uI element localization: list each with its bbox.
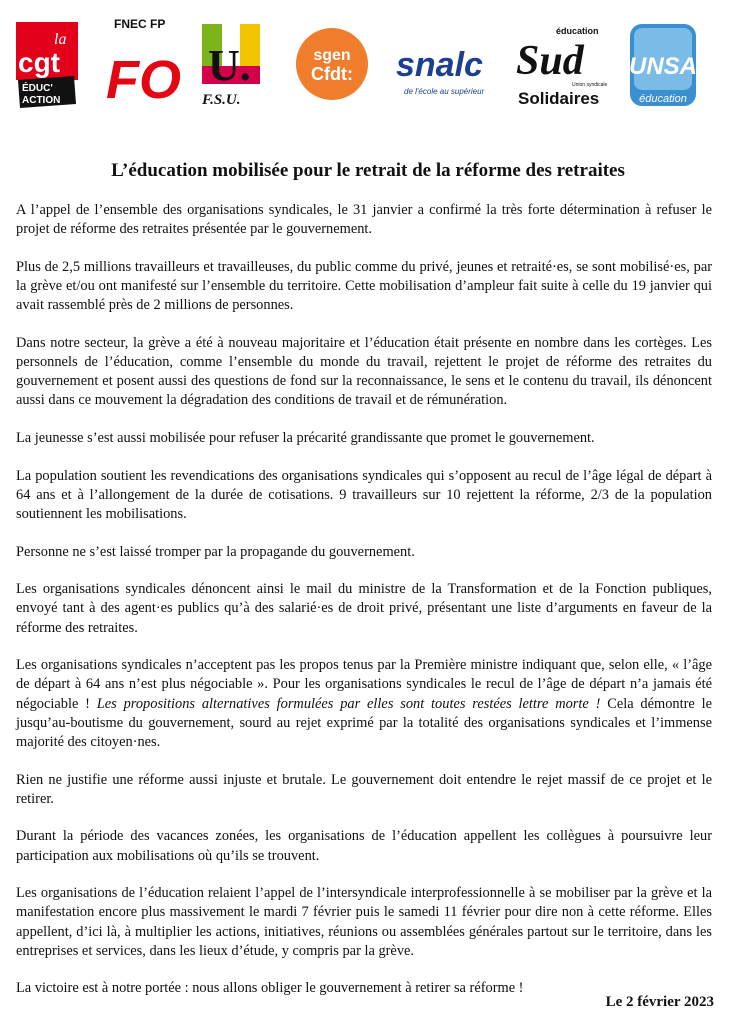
paragraph: Personne ne s’est laissé tromper par la propagande du gouvernement. xyxy=(16,543,415,560)
fo-logo xyxy=(104,14,181,110)
paragraph: Les organisations syndicales dénoncent ainsi le mail du ministre de la Transformation et de la Fonction publiques, envoyé tant à des agent·es publics qu’à des salarié·es de droit privé, présentant une liste d’arguments en faveur de la réforme des retraites. xyxy=(16,581,712,636)
document-title: L’éducation mobilisée pour le retrait de la réforme des retraites xyxy=(111,160,625,181)
svg-text:la: la xyxy=(54,31,67,48)
sud-solidaires-logo xyxy=(514,14,608,110)
paragraph: Durant la période des vacances zonées, les organisations de l’éducation appellent les collègues à poursuivre leur participation aux mobilisations où qu’ils se trouvent. xyxy=(16,828,712,864)
svg-text:Sud: Sud xyxy=(516,38,584,84)
svg-text:ACTION: ACTION xyxy=(22,95,61,106)
logo-strip xyxy=(0,14,736,114)
paragraph: La jeunesse s’est aussi mobilisée pour refuser la précarité grandissante que promet le gouvernement. xyxy=(16,430,595,446)
cgt-logo xyxy=(14,14,84,110)
svg-text:Solidaires: Solidaires xyxy=(518,89,600,108)
svg-text:cgt: cgt xyxy=(18,47,60,78)
svg-text:F.S.U.: F.S.U. xyxy=(202,92,241,108)
svg-text:FNEC FP: FNEC FP xyxy=(114,17,166,31)
paragraph-text: Cela démontre le jusqu’au-boutisme du gouvernement, sourd au rejet exprimé par la totalité des organisations syndicales et l’immense majorité des citoyen·nes. xyxy=(16,695,712,750)
paragraph: La population soutient les revendications des organisations syndicales qui s’opposent au recul de l’âge légal de départ à 64 ans et à l’allongement de la durée de cotisations. 9 travailleurs sur 10 rejettent la réforme, 2/3 de la population soutiennent les mobilisations. xyxy=(16,467,712,522)
svg-text:ÉDUC': ÉDUC' xyxy=(22,83,53,94)
unsa-logo xyxy=(626,14,702,110)
paragraph: Plus de 2,5 millions travailleurs et travailleuses, du public comme du privé, jeunes et retraité·es, se sont mobilisé·es, par la grève et/ou ont manifesté sur l’ensemble du territoire. Cette mobilisation d’ampleur fait suite à celle du 19 janvier qui avait rassemblé près de 2 millions de personnes. xyxy=(16,258,712,314)
svg-text:U.: U. xyxy=(208,41,251,90)
svg-text:Union syndicale: Union syndicale xyxy=(572,82,608,88)
paragraph: Les organisations de l’éducation relaient l’appel de l’intersyndicale interprofessionnelle à se mobiliser par la grève et la manifestation encore plus massivement le mardi 7 février puis le samedi 11 février pour dire non à cette réforme. Elles appellent, d’ici là, à multiplier les actions, initiatives, réunions ou assemblées générales partout sur le territoire, dans les entreprises et services, dans les lieux d’étude, y compris par la grève. xyxy=(16,885,712,959)
svg-text:UNSA: UNSA xyxy=(628,53,698,80)
paragraph: Dans notre secteur, la grève a été à nouveau majoritaire et l’éducation était présente en nombre dans les cortèges. Les personnels de l’éducation, comme l’ensemble du monde du travail, rejettent le projet de réforme des retraites du gouvernement et posent aussi des questions de fond sur la reconnaissance, le sens et le contenu du travail, ils dénoncent aussi dans ce mouvement la dégradation des conditions de travail et de rémunération. xyxy=(16,334,712,409)
fsu-logo xyxy=(196,14,268,110)
svg-text:éducation: éducation xyxy=(639,93,687,105)
sgen-cfdt-logo xyxy=(292,14,372,110)
paragraph-text: Les organisations syndicales n’acceptent pas les propos tenus par la Première ministre indiquant que, selon elle, « l’âge de départ à 64 ans n’est plus négociable ». Pour les organisations syndicales le recul de l’âge de départ n’a jamais été négociable ! xyxy=(16,657,712,712)
svg-text:éducation: éducation xyxy=(556,26,599,36)
paragraph: Rien ne justifie une réforme aussi injuste et brutale. Le gouvernement doit entendre le rejet massif de ce projet et le retirer. xyxy=(16,771,712,807)
svg-text:FO: FO xyxy=(106,50,181,110)
snalc-logo xyxy=(394,14,494,110)
svg-text:de l'école au supérieur: de l'école au supérieur xyxy=(404,87,485,96)
svg-text:Cfdt:: Cfdt: xyxy=(311,64,353,84)
paragraph-with-italic xyxy=(16,656,712,752)
document-date: Le 2 février 2023 xyxy=(605,994,714,1010)
svg-text:snalc: snalc xyxy=(396,46,483,84)
paragraph: A l’appel de l’ensemble des organisations syndicales, le 31 janvier a confirmé la très forte détermination à refuser le projet de réforme des retraites présentée par le gouvernement. xyxy=(16,202,712,238)
svg-text:sgen: sgen xyxy=(313,47,351,64)
document-body xyxy=(16,201,712,1017)
paragraph: La victoire est à notre portée : nous allons obliger le gouvernement à retirer sa réforme ! xyxy=(16,980,524,997)
italic-sentence: Les propositions alternatives formulées par elles sont toutes restées lettre morte ! xyxy=(96,695,601,712)
